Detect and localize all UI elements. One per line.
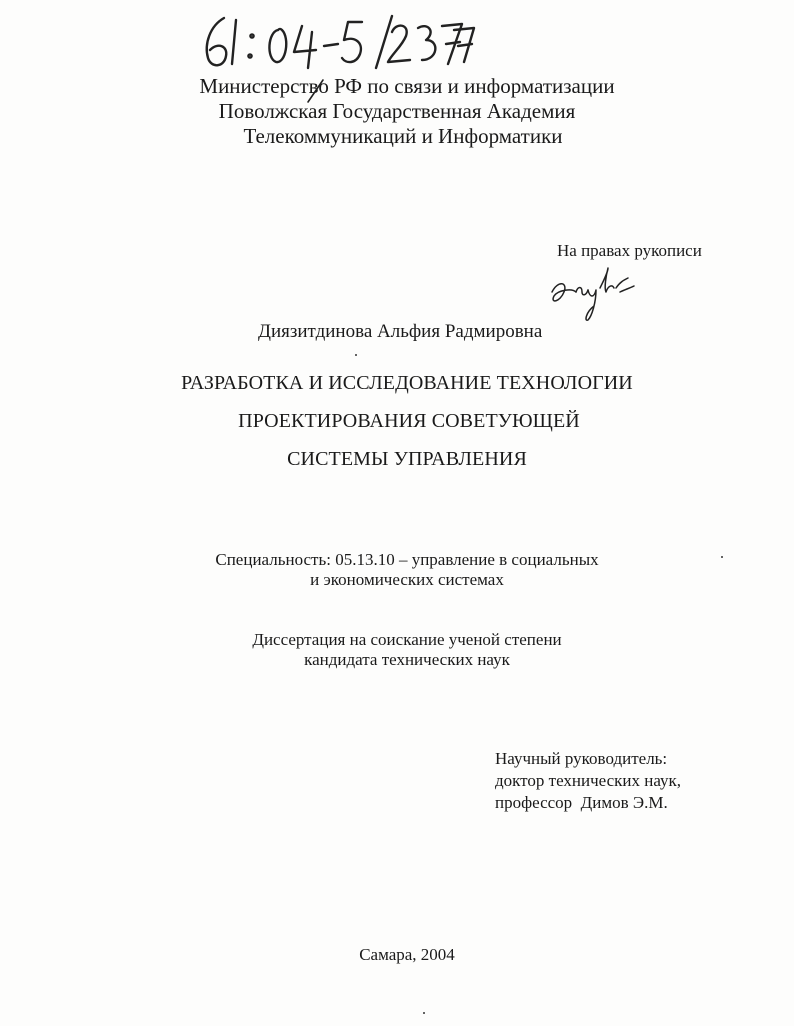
specialty-block — [0, 550, 794, 590]
handwritten-catalog-code — [196, 10, 476, 72]
specialty-line-1: Специальность: 05.13.10 – управление в социальных — [215, 550, 599, 569]
place-and-year: Самара, 2004 — [359, 945, 455, 964]
ministry-line-2: Поволжская Государственная Академия — [218, 99, 576, 123]
title-line-1: РАЗРАБОТКА И ИССЛЕДОВАНИЕ ТЕХНОЛОГИИ — [181, 372, 633, 394]
degree-line-1: Диссертация на соискание ученой степени — [252, 630, 562, 649]
signature — [546, 262, 638, 324]
ministry-line-3: Телекоммуникаций и Информатики — [243, 124, 563, 148]
scan-speck — [721, 556, 723, 558]
scan-speck — [423, 1012, 425, 1014]
author-name: Диязитдинова Альфия Радмировна — [258, 321, 543, 342]
title-line-2: ПРОЕКТИРОВАНИЯ СОВЕТУЮЩЕЙ — [238, 410, 580, 432]
pen-slash-mark — [305, 78, 325, 104]
degree-statement — [0, 630, 794, 670]
dissertation-title — [0, 364, 794, 478]
rights-note: На правах рукописи — [557, 241, 702, 260]
supervisor-block — [495, 748, 681, 814]
supervisor-line-2: доктор технических наук, — [495, 771, 682, 790]
title-line-3: СИСТЕМЫ УПРАВЛЕНИЯ — [287, 448, 527, 470]
ministry-line-1: Министерство РФ по связи и информатизации — [199, 74, 615, 98]
supervisor-line-1: Научный руководитель: — [495, 749, 668, 768]
degree-line-2: кандидата технических наук — [304, 650, 510, 669]
specialty-line-2: и экономических системах — [310, 570, 504, 589]
ministry-header — [10, 74, 794, 149]
scan-speck — [355, 354, 357, 356]
supervisor-line-3: профессор Димов Э.М. — [495, 793, 668, 812]
